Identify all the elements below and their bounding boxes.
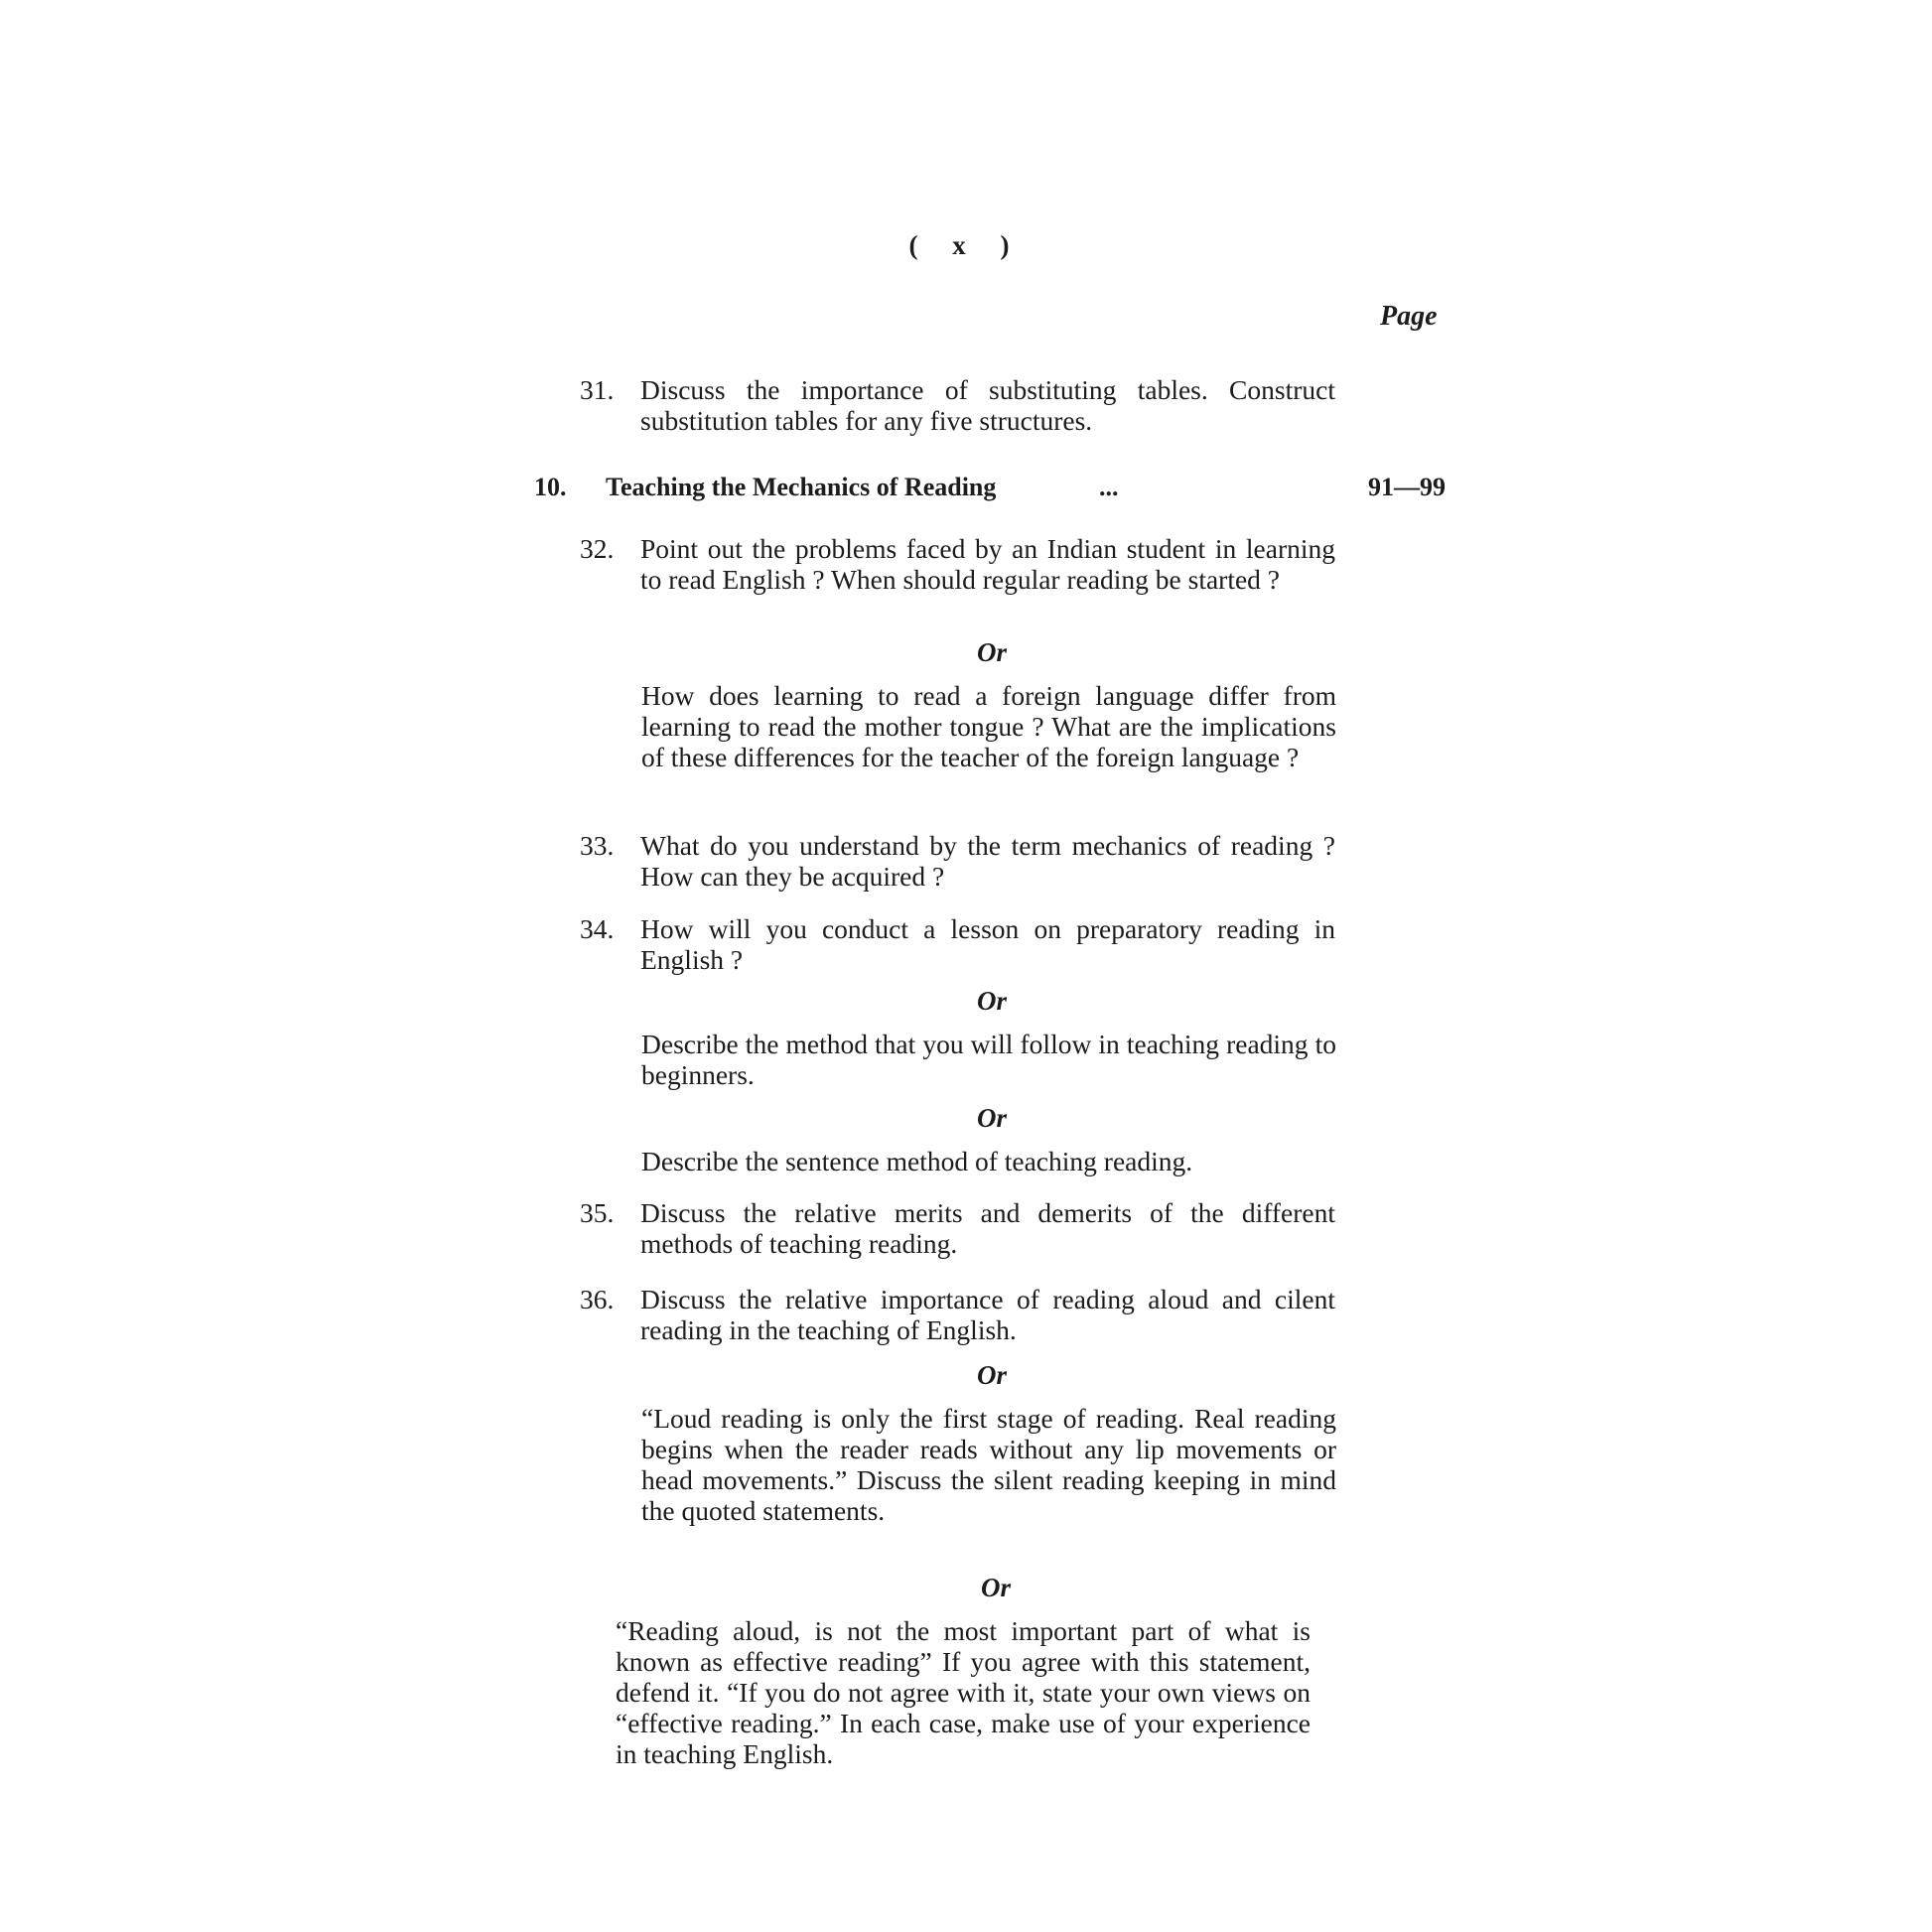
or-label: Or bbox=[977, 637, 1008, 667]
question-text: Point out the problems faced by an Indian student in learning to read English ? When should regular reading be started ? bbox=[640, 533, 1335, 595]
or-label: Or bbox=[981, 1573, 1012, 1602]
question-number: 32. bbox=[580, 533, 615, 564]
alternative-question: “Reading aloud, is not the most important part of what is known as effective reading” If you agree with this statement, defend it. “If you do not agree with it, state your own views on “effective reading.” In each case, make use of your experience in teaching English. bbox=[616, 1615, 1311, 1769]
chapter-title: Teaching the Mechanics of Reading bbox=[606, 473, 997, 501]
question-number: 33. bbox=[580, 830, 615, 861]
question-text: Discuss the relative importance of reading aloud and cilent reading in the teaching of English. bbox=[640, 1284, 1335, 1345]
chapter-leader: ... bbox=[1099, 473, 1119, 501]
chapter-number: 10. bbox=[534, 473, 567, 501]
question-text: Discuss the relative merits and demerits of the different methods of teaching reading. bbox=[640, 1197, 1335, 1259]
question-text: How will you conduct a lesson on preparatory reading in English ? bbox=[640, 913, 1335, 975]
page-number: ( x ) bbox=[908, 230, 1024, 260]
or-label: Or bbox=[977, 1360, 1008, 1390]
alternative-question: Describe the method that you will follow in teaching reading to beginners. bbox=[641, 1029, 1336, 1090]
question-number: 35. bbox=[580, 1197, 615, 1228]
question-number: 34. bbox=[580, 913, 615, 944]
question-text: What do you understand by the term mechanics of reading ? How can they be acquired ? bbox=[640, 830, 1335, 892]
question-number: 31. bbox=[580, 374, 615, 405]
question-text: Discuss the importance of substituting tables. Construct substitution tables for any five structures. bbox=[640, 374, 1335, 436]
or-label: Or bbox=[977, 1103, 1008, 1133]
chapter-pages: 91—99 bbox=[1368, 473, 1446, 501]
or-label: Or bbox=[977, 986, 1008, 1016]
page-column-header: Page bbox=[1380, 301, 1438, 332]
alternative-question: Describe the sentence method of teaching reading. bbox=[641, 1146, 1193, 1176]
alternative-question: How does learning to read a foreign language differ from learning to read the mother tongue ? What are the implications of these differences for the teacher of the foreign language ? bbox=[641, 680, 1336, 772]
alternative-question: “Loud reading is only the first stage of reading. Real reading begins when the reader reads without any lip movements or head movements.” Discuss the silent reading keeping in mind the quoted statements. bbox=[641, 1403, 1336, 1526]
question-number: 36. bbox=[580, 1284, 615, 1314]
